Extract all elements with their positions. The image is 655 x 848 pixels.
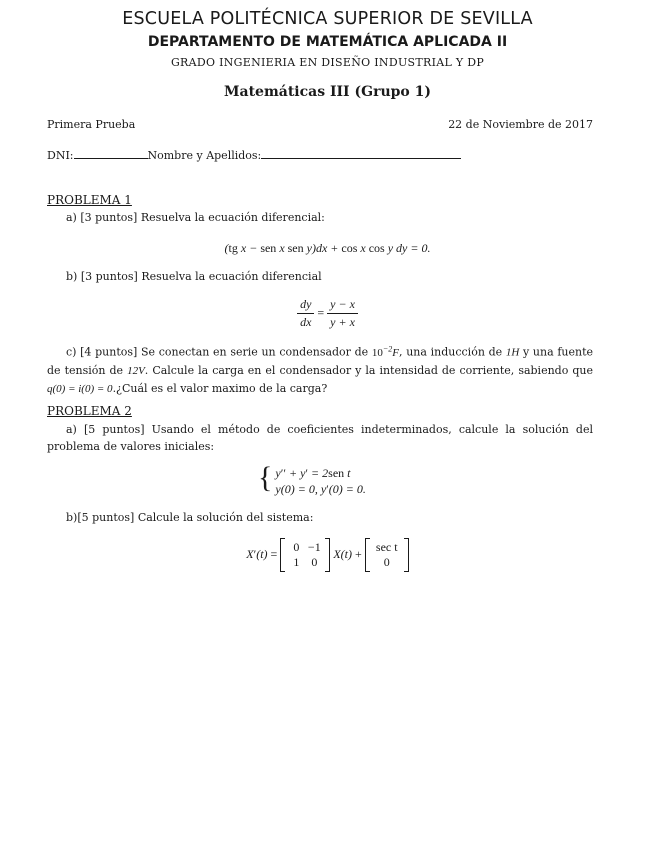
p1c-text-5: .¿Cuál es el valor maximo de la carga? <box>112 381 328 395</box>
problem1-title: PROBLEMA 1 <box>47 193 132 207</box>
p2a-statement <box>47 421 593 455</box>
problem2-title: PROBLEMA 2 <box>47 404 132 418</box>
p1c-initial: q(0) = i(0) = 0 <box>47 382 113 395</box>
p1c-capacitance: 10 <box>371 346 383 359</box>
p1c-label: c) [4 puntos] <box>66 345 138 359</box>
p1c-statement <box>47 340 593 398</box>
p2b-text: Calcule la solución del sistema: <box>137 511 314 524</box>
student-fields <box>47 147 461 162</box>
p1c-voltage: 12V <box>127 364 145 377</box>
matrix-a: 0 −1 1 0 <box>280 538 330 572</box>
department-title: DEPARTAMENTO DE MATEMÁTICA APLICADA II <box>147 34 508 50</box>
p1c-capacitance-unit: F <box>392 346 400 359</box>
exam-date: 22 de Noviembre de 2017 <box>448 118 593 131</box>
dni-label: DNI: <box>47 149 74 162</box>
p1b-label: b) [3 puntos] <box>66 270 138 283</box>
vector-b: sec t 0 <box>365 538 409 572</box>
p1c-text-3: y una fuente de tensión de <box>47 345 594 377</box>
name-blank[interactable] <box>261 147 461 159</box>
degree-title: GRADO INGENIERIA EN DISEÑO INDUSTRIAL Y DP <box>170 56 485 69</box>
p2b-statement <box>66 511 313 524</box>
p2a-system: { y′′ + y′ = 2sen t y(0) = 0, y′(0) = 0. <box>258 461 366 496</box>
school-title: ESCUELA POLITÉCNICA SUPERIOR DE SEVILLA <box>122 9 533 29</box>
p1c-text-2: , una inducción de <box>399 345 503 359</box>
p1a-text: Resuelva la ecuación diferencial: <box>140 211 325 224</box>
course-title: Matemáticas III (Grupo 1) <box>224 84 431 100</box>
p1b-equation: $\frac{dy}{dx}$ = $\frac{y - x}{y + x}$ <box>0 297 655 330</box>
p2b-equation: X′(t) = 0 −1 1 0 X(t) + sec t 0 <box>0 538 655 572</box>
p1b-statement <box>66 270 322 283</box>
p1b-text: Resuelva la ecuación diferencial <box>141 270 322 283</box>
p2b-label: b)[5 puntos] <box>66 511 135 524</box>
p1a-statement <box>66 211 325 224</box>
name-label: Nombre y Apellidos: <box>147 149 262 162</box>
p1c-text-4: . Calcule la carga en el condensador y la intensidad de corriente, sabiendo que <box>144 363 593 377</box>
test-name: Primera Prueba <box>47 118 136 131</box>
p1c-text-1: Se conectan en serie un condensador de <box>141 345 369 359</box>
dni-blank[interactable] <box>74 147 148 159</box>
p2a-text: Usando el método de coeficientes indeterminados, calcule la solución del problema de valores iniciales: <box>47 423 593 453</box>
p1a-label: a) [3 puntos] <box>66 211 138 224</box>
p2a-label: a) [5 puntos] <box>66 423 145 436</box>
p1c-inductance: 1H <box>505 346 520 359</box>
p1c-capacitance-exp: −2 <box>382 344 393 353</box>
p1a-equation: (tg x − sen x sen y)dx + cos x cos y dy = 0. <box>224 241 431 255</box>
